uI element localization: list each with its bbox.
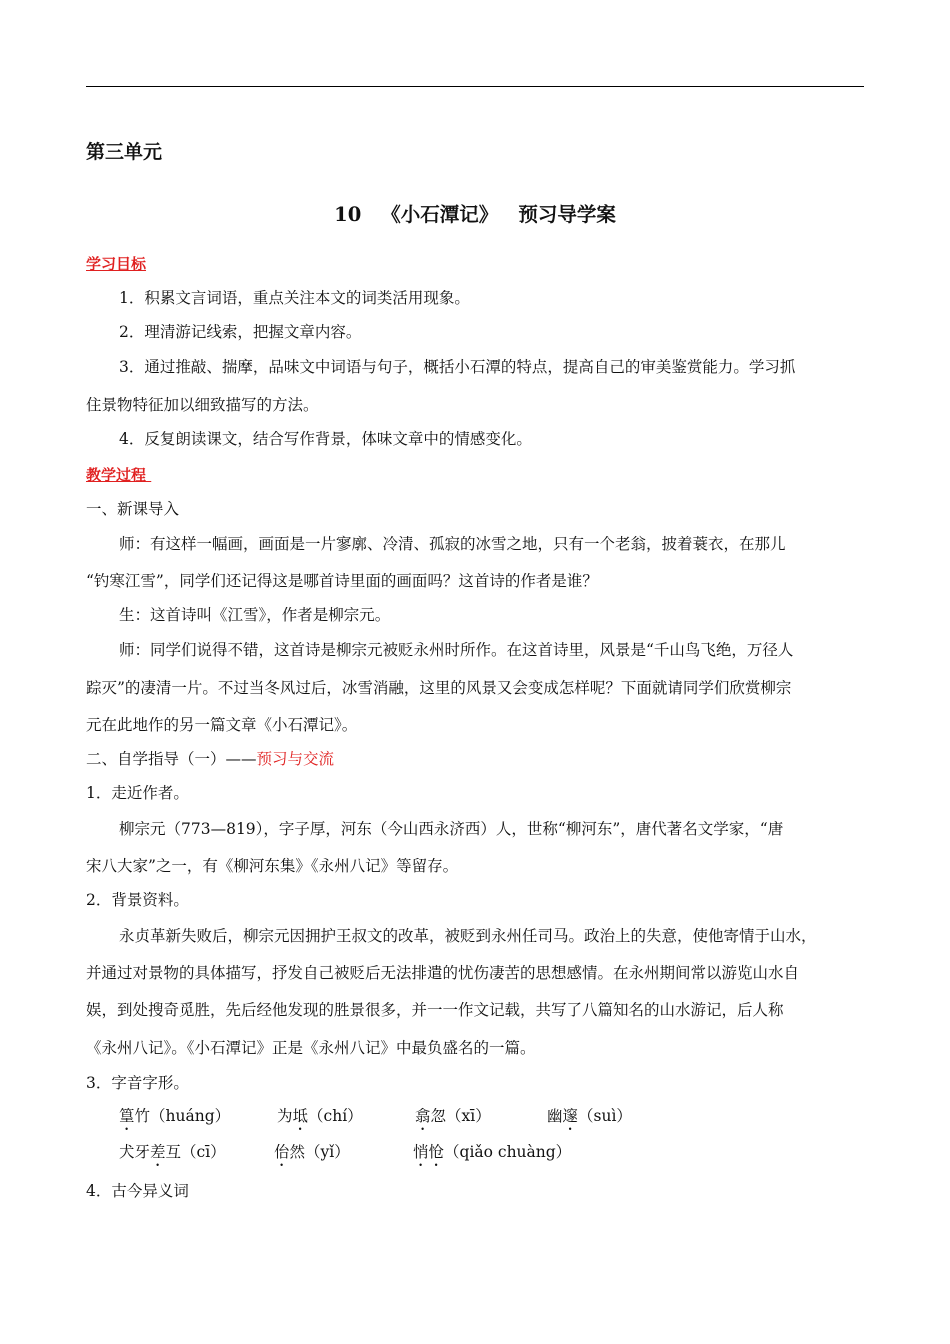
dialog-line: 生：这首诗叫《江雪》，作者是柳宗元。 bbox=[119, 606, 391, 624]
process-heading: 教学过程 bbox=[86, 466, 147, 484]
vocab-item: 犬牙差互（cī） bbox=[119, 1143, 226, 1161]
author-line: 宋八大家”之一，有《柳河东集》《永州八记》等留存。 bbox=[86, 857, 459, 875]
list-item: 1．走近作者。 bbox=[86, 784, 189, 802]
section-heading-highlight: 预习与交流 bbox=[256, 750, 335, 768]
objective-item: 1．积累文言词语，重点关注本文的词类活用现象。 bbox=[119, 289, 470, 307]
dialog-line: 踪灭”的凄清一片。不过当冬风过后，冰雪消融，这里的风景又会变成怎样呢？下面就请同学们欣赏柳宗 bbox=[86, 679, 792, 697]
author-line: 柳宗元（773—819），字子厚，河东（今山西永济西）人，世称“柳河东”，唐代著名文学家，“唐 bbox=[119, 820, 784, 838]
objective-item: 3．通过推敲、揣摩，品味文中词语与句子，概括小石潭的特点，提高自己的审美鉴赏能力。学习抓 bbox=[119, 358, 796, 376]
objective-item-cont: 住景物特征加以细致描写的方法。 bbox=[86, 396, 319, 414]
vocab-item: 篁竹（huáng） bbox=[119, 1107, 231, 1125]
vocab-item: 悄怆（qiǎo chuàng） bbox=[413, 1143, 572, 1161]
page-title bbox=[0, 202, 950, 228]
background-line: 并通过对景物的具体描写，抒发自己被贬后无法排遣的忧伤凄苦的思想感情。在永州期间常以游览山水自 bbox=[86, 964, 800, 982]
unit-heading: 第三单元 bbox=[86, 141, 163, 163]
background-line: 《永州八记》。《小石潭记》正是《永州八记》中最负盛名的一篇。 bbox=[86, 1039, 536, 1057]
background-line: 娱，到处搜奇觅胜，先后经他发现的胜景很多，并一一作文记载，共写了八篇知名的山水游记，后人称 bbox=[86, 1001, 784, 1019]
dialog-line: 元在此地作的另一篇文章《小石潭记》。 bbox=[86, 716, 358, 734]
lesson-name: 《小石潭记》 bbox=[381, 203, 499, 226]
background-line: 永贞革新失败后，柳宗元因拥护王叔文的改革，被贬到永州任司马。政治上的失意，使他寄情于山水， bbox=[119, 927, 817, 945]
section-heading: 二、自学指导（一）——预习与交流 bbox=[86, 750, 335, 768]
list-item: 2．背景资料。 bbox=[86, 891, 189, 909]
lesson-subtitle: 预习导学案 bbox=[518, 203, 616, 226]
dialog-line: 师：有这样一幅画，画面是一片寥廓、冷清、孤寂的冰雪之地，只有一个老翁，披着蓑衣，在那儿 bbox=[119, 535, 786, 553]
vocab-item: 佁然（yǐ） bbox=[274, 1143, 350, 1161]
lesson-number: 10 bbox=[334, 203, 362, 226]
objective-item: 2．理清游记线索，把握文章内容。 bbox=[119, 323, 362, 341]
vocab-item: 为坻（chí） bbox=[277, 1107, 363, 1125]
dialog-line: “钓寒江雪”，同学们还记得这是哪首诗里面的画面吗？这首诗的作者是谁？ bbox=[86, 572, 598, 590]
vocab-item: 幽邃（suì） bbox=[547, 1107, 632, 1125]
dialog-line: 师：同学们说得不错，这首诗是柳宗元被贬永州时所作。在这首诗里，风景是“千山鸟飞绝，万径人 bbox=[119, 641, 794, 659]
section-heading: 一、新课导入 bbox=[86, 500, 180, 518]
objective-item: 4．反复朗读课文，结合写作背景，体味文章中的情感变化。 bbox=[119, 430, 532, 448]
objectives-heading: 学习目标 bbox=[86, 255, 147, 273]
header-rule bbox=[86, 86, 864, 87]
list-item: 4．古今异义词 bbox=[86, 1182, 189, 1200]
vocab-item: 翕忽（xī） bbox=[415, 1107, 491, 1125]
list-item: 3．字音字形。 bbox=[86, 1074, 189, 1092]
